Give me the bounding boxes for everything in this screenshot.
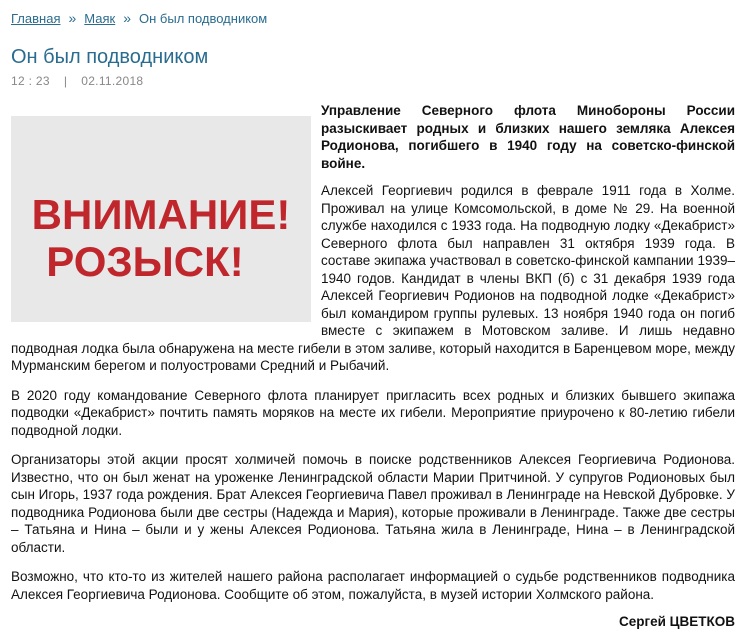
wanted-poster-graphic <box>11 116 311 322</box>
breadcrumb-home-link[interactable]: Главная <box>11 10 61 26</box>
article-time: 12 : 23 <box>11 74 50 88</box>
article-date: 02.11.2018 <box>81 74 144 88</box>
article-body <box>11 102 735 615</box>
breadcrumb-separator: » <box>123 10 132 26</box>
breadcrumb-separator: » <box>68 10 77 26</box>
breadcrumb-section-link[interactable]: Маяк <box>84 10 116 26</box>
article-poster-image <box>11 116 311 322</box>
breadcrumb <box>11 10 267 26</box>
article-meta <box>11 74 143 88</box>
article-paragraph: Возможно, что кто-то из жителей нашего района располагает информацией о судьбе родственников подводника Алексея Георгиевича Родионова. Сообщите об этом, пожалуйста, в музей истории Холмского района. <box>11 569 735 602</box>
article-paragraph: Алексей Георгиевич родился в феврале 1911 года в Холме. Проживал на улице Комсомольской, в доме № 29. На военной службе находился с 1933 года. На подводную лодку «Декабрист» Северного флота был направлен 31 октября 1939 года. В составе экипажа участвовал в советско-финской кампании 1939–1940 годов. Кандидат в члены ВКП (б) с 31 декабря 1939 года Алексей Георгиевич Родионов на подводной лодке «Декабрист» был командиром группы рулевых. 13 ноября 1940 года он погиб вместе с экипажем в Мотовском заливе. И лишь недавно подводная лодка была обнаружена на месте гибели в этом заливе, который находится в Баренцевом море, между Мурманским берегом и полуостровами Средний и Рыбачий. <box>11 183 735 373</box>
article-author: Сергей ЦВЕТКОВ <box>618 614 735 629</box>
poster-line1: ВНИМАНИЕ! <box>31 191 291 238</box>
article-paragraph: Организаторы этой акции просят холмичей помочь в поиске родственников Алексея Георгиевича Родионова. Известно, что он был женат на уроженке Ленинградской области Марии Притчиной. У супругов Родионовых был сын Игорь, 1937 года рождения. Брат Алексея Георгиевича Павел проживал в Ленинграде на Невской Дубровке. У подводника Родионова были две сестры (Надежда и Мария), которые проживали в Ленинграде. Также две сестры – Татьяна и Нина – были и у жены Алексея Родионова. Татьяна жила в Ленинграде, Нина – в Ленинградской области. <box>11 452 735 555</box>
page-title: Он был подводником <box>11 46 209 68</box>
breadcrumb-current: Он был подводником <box>139 10 268 26</box>
article-lead: Управление Северного флота Минобороны России разыскивает родных и близких нашего земляка Алексея Родионова, погибшего в 1940 году на советско-финской войне. <box>321 103 735 171</box>
article-paragraph: В 2020 году командование Северного флота планирует пригласить всех родных и близких бывшего экипажа подводки «Декабрист» почтить память моряков на месте их гибели. Мероприятие приурочено к 80-летию гибели подводной лодки. <box>11 387 735 438</box>
meta-divider: | <box>63 74 68 88</box>
poster-line2: РОЗЫСК! <box>46 238 244 285</box>
